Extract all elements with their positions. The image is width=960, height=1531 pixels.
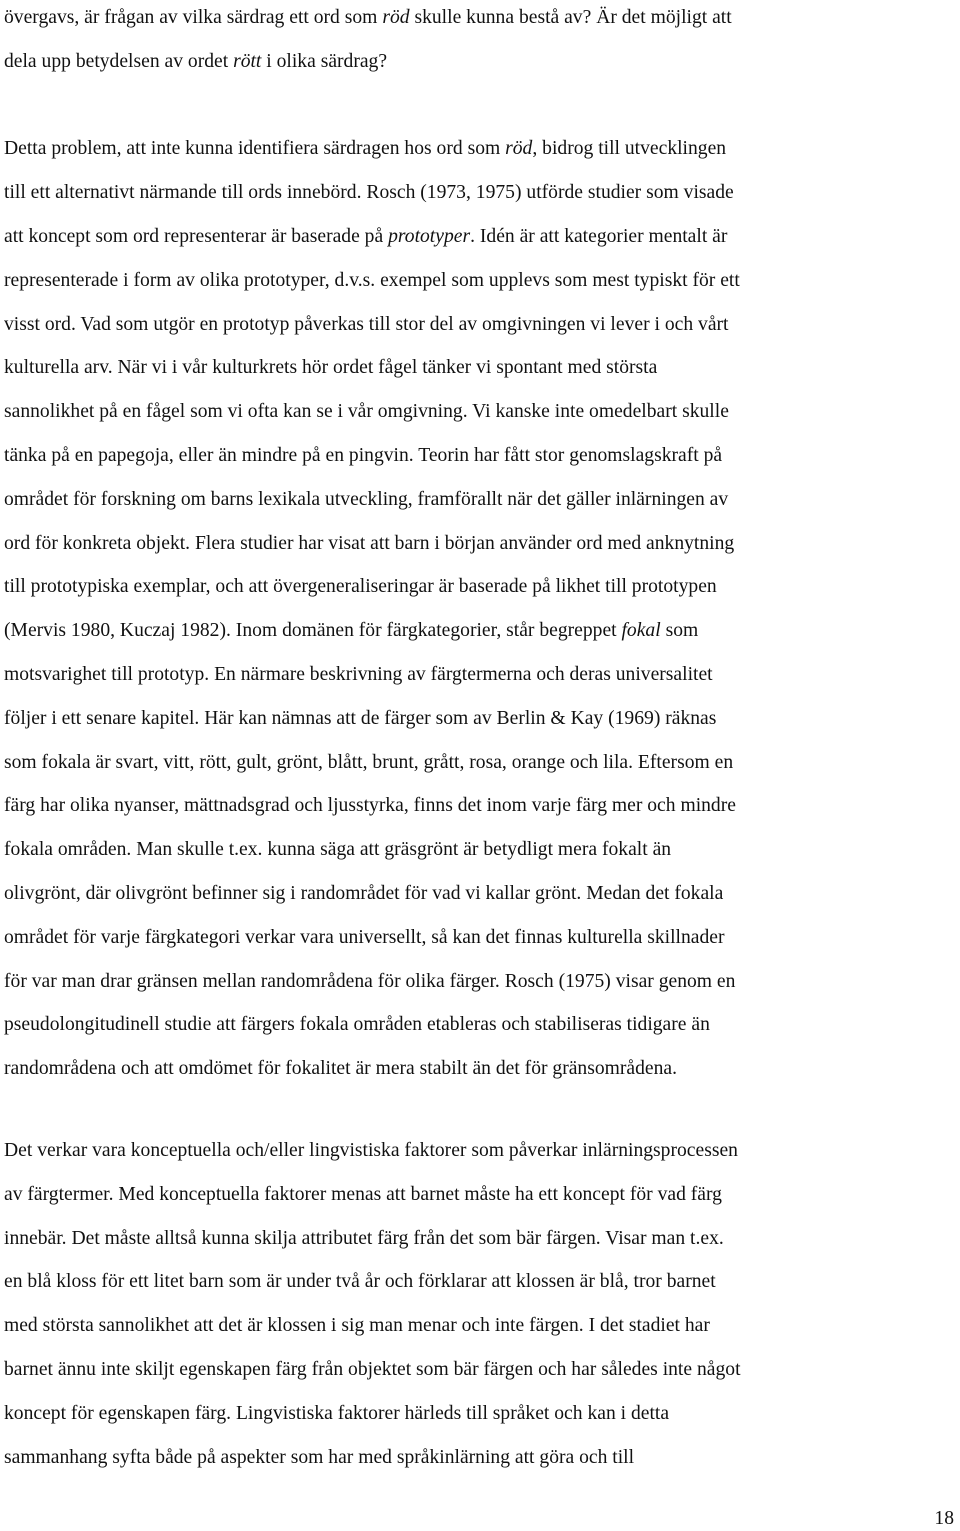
text-run: , bidrog till utvecklingen <box>532 138 727 160</box>
text-line <box>4 1047 949 1091</box>
text-line <box>4 609 949 653</box>
text-line <box>4 828 949 872</box>
body-paragraph-2 <box>4 1129 949 1479</box>
text-run: en blå kloss för ett litet barn som är under två år och förklarar att klossen är blå, tror barnet <box>4 1271 716 1293</box>
text-run: skulle kunna bestå av? Är det möjligt att <box>409 7 732 28</box>
text-line <box>4 303 949 347</box>
text-run: sammanhang syfta både på aspekter som har med språkinlärning att göra och till <box>4 1446 635 1468</box>
text-line <box>4 40 949 84</box>
text-line <box>4 171 949 215</box>
text-line <box>4 784 949 828</box>
text-run: visst ord. Vad som utgör en prototyp påverkas till stor del av omgivningen vi lever i och vårt <box>4 313 729 335</box>
italic-term: röd <box>505 138 533 160</box>
text-line <box>4 872 949 916</box>
text-run: representerade i form av olika prototyper, d.v.s. exempel som upplevs som mest typiskt för ett <box>4 269 740 291</box>
text-run: för var man drar gränsen mellan randområdena för olika färger. Rosch (1975) visar genom en <box>4 970 736 992</box>
text-run: följer i ett senare kapitel. Här kan nämnas att de färger som av Berlin & Kay (1969) räknas <box>4 707 717 729</box>
italic-term: röd <box>382 7 410 28</box>
text-line <box>4 1217 949 1261</box>
text-line <box>4 346 949 390</box>
text-run: området för varje färgkategori verkar vara universellt, så kan det finnas kulturella skillnader <box>4 926 725 948</box>
text-line <box>4 1260 949 1304</box>
text-run: randområdena och att omdömet för fokalitet är mera stabilt än det för gränsområdena. <box>4 1058 677 1080</box>
text-run: tänka på en papegoja, eller än mindre på en pingvin. Teorin har fått stor genomslagskraft på <box>4 444 723 466</box>
text-line <box>4 84 949 128</box>
text-line <box>4 916 949 960</box>
text-line <box>4 1173 949 1217</box>
text-line <box>4 478 949 522</box>
text-run: (Mervis 1980, Kuczaj 1982). Inom domänen för färgkategorier, står begreppet <box>4 620 622 642</box>
text-line <box>4 1304 949 1348</box>
text-run: dela upp betydelsen av ordet <box>4 50 234 72</box>
text-run: av färgtermer. Med konceptuella faktorer menas att barnet måste ha ett koncept för vad färg <box>4 1183 722 1205</box>
text-run: Det verkar vara konceptuella och/eller lingvistiska faktorer som påverkar inlärningsprocessen <box>4 1140 738 1161</box>
text-line <box>4 1129 949 1173</box>
text-run: området för forskning om barns lexikala utveckling, framförallt när det gäller inlärningen av <box>4 488 729 510</box>
text-run: att koncept som ord representerar är baserade på <box>4 225 389 247</box>
text-line <box>4 960 949 1004</box>
text-run: kulturella arv. När vi i vår kulturkrets hör ordet fågel tänker vi spontant med största <box>4 357 658 379</box>
text-run: . Idén är att kategorier mentalt är <box>470 225 728 247</box>
text-run: olivgrönt, där olivgrönt befinner sig i randområdet för vad vi kallar grönt. Medan det fokala <box>4 882 724 904</box>
text-line <box>4 653 949 697</box>
text-line <box>4 390 949 434</box>
text-run: övergavs, är frågan av vilka särdrag ett ord som <box>4 7 383 28</box>
text-run: som <box>660 620 699 642</box>
text-run: med största sannolikhet att det är klossen i sig man menar och inte färgen. I det stadiet har <box>4 1315 710 1337</box>
text-run: motsvarighet till prototyp. En närmare beskrivning av färgtermerna och deras universalitet <box>4 663 713 685</box>
text-run: som fokala är svart, vitt, rött, gult, grönt, blått, brunt, grått, rosa, orange och lila. Eftersom en <box>4 751 734 773</box>
text-line <box>4 0 949 40</box>
body-paragraph-1 <box>4 0 949 1091</box>
italic-term: prototyper <box>388 225 471 247</box>
italic-term: rött <box>233 50 262 72</box>
text-line <box>4 127 949 171</box>
text-line <box>4 741 949 785</box>
text-line <box>4 1392 949 1436</box>
text-line <box>4 1003 949 1047</box>
text-run: Detta problem, att inte kunna identifiera särdragen hos ord som <box>4 138 506 160</box>
text-run: koncept för egenskapen färg. Lingvistiska faktorer härleds till språket och kan i detta <box>4 1402 670 1424</box>
text-run: innebär. Det måste alltså kunna skilja attributet färg från det som bär färgen. Visar man t.ex. <box>4 1227 724 1249</box>
text-run: färg har olika nyanser, mättnadsgrad och ljusstyrka, finns det inom varje färg mer och mindre <box>4 795 736 817</box>
text-line <box>4 697 949 741</box>
text-line <box>4 1348 949 1392</box>
text-run: till prototypiska exemplar, och att övergeneraliseringar är baserade på likhet till prototypen <box>4 576 717 598</box>
text-run: i olika särdrag? <box>261 50 388 72</box>
text-run: ord för konkreta objekt. Flera studier har visat att barn i början använder ord med anknytning <box>4 532 735 554</box>
text-run: fokala områden. Man skulle t.ex. kunna säga att gräsgrönt är betydligt mera fokalt än <box>4 839 672 861</box>
text-run: sannolikhet på en fågel som vi ofta kan se i vår omgivning. Vi kanske inte omedelbart skulle <box>4 401 729 423</box>
italic-term: fokal <box>621 620 661 642</box>
text-line <box>4 434 949 478</box>
text-run: till ett alternativt närmande till ords innebörd. Rosch (1973, 1975) utförde studier som visade <box>4 182 734 204</box>
text-line <box>4 565 949 609</box>
text-run: pseudolongitudinell studie att färgers fokala områden etableras och stabiliseras tidigare än <box>4 1014 710 1036</box>
text-run: barnet ännu inte skiljt egenskapen färg från objektet som bär färgen och har således inte något <box>4 1358 741 1380</box>
text-line <box>4 1436 949 1480</box>
page-number: 18 <box>934 1508 954 1529</box>
text-line <box>4 259 949 303</box>
text-line <box>4 215 949 259</box>
text-line <box>4 522 949 566</box>
